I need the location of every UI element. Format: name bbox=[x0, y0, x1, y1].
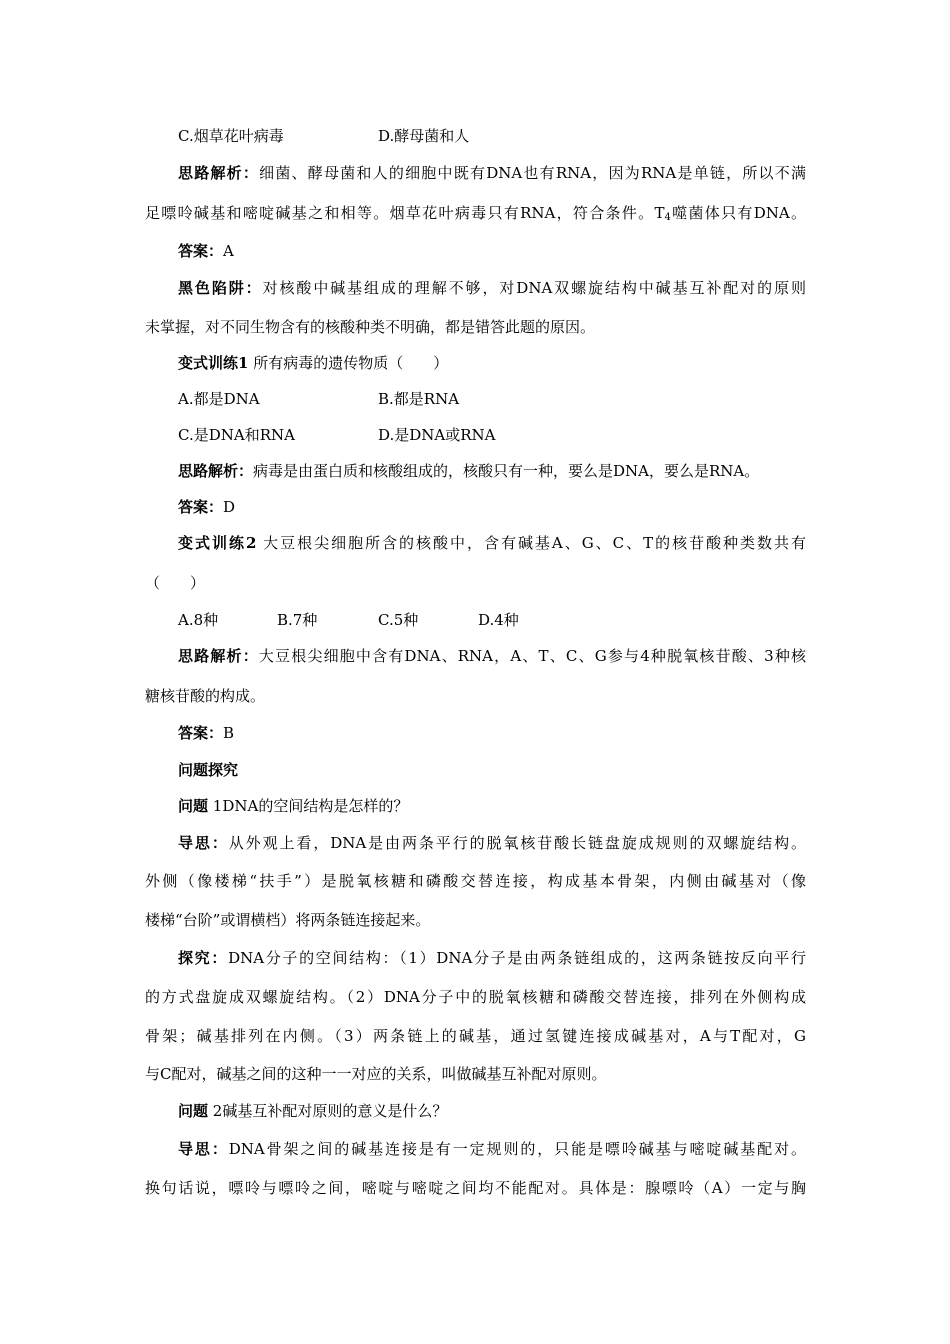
guide-1-line-1 bbox=[178, 833, 806, 853]
option-b-text: B.7种 bbox=[277, 611, 318, 629]
inquiry-text: 与C配对，碱基之间的这种一一对应的关系，叫做碱基互补配对原则。 bbox=[145, 1065, 607, 1083]
answer-value: D bbox=[223, 498, 236, 516]
guide-text: 换句话说，嘌呤与嘌呤之间，嘧啶与嘧啶之间均不能配对。具体是：腺嘌呤（A）一定与胸 bbox=[145, 1179, 806, 1197]
section-heading-text: 问题探究 bbox=[178, 761, 239, 779]
trap-line-1 bbox=[178, 278, 806, 298]
guide-text: 楼梯“台阶”或谓横档）将两条链连接起来。 bbox=[145, 911, 431, 929]
analysis-text: 噬菌体只有DNA。 bbox=[670, 204, 806, 222]
answer-label: 答案： bbox=[178, 724, 224, 742]
analysis-text: 病毒是由蛋白质和核酸组成的，核酸只有一种，要么是DNA，要么是RNA。 bbox=[253, 462, 760, 480]
option-a-text: A.都是DNA bbox=[178, 390, 260, 408]
variant-2-option-b bbox=[277, 610, 317, 630]
guide-text: DNA骨架之间的碱基连接是有一定规则的，只能是嘌呤碱基与嘧啶碱基配对。 bbox=[228, 1140, 806, 1158]
variant-1-question bbox=[178, 353, 448, 373]
variant-2-analysis-2 bbox=[145, 686, 265, 706]
question-label: 问题 bbox=[178, 797, 209, 815]
inquiry-text: DNA分子的空间结构：（1）DNA分子是由两条链组成的，这两条链按反向平行 bbox=[228, 949, 806, 967]
question-2 bbox=[178, 1101, 447, 1121]
inquiry-text: 骨架；碱基排列在内侧。（3）两条链上的碱基，通过氢键连接成碱基对，A与T配对，G bbox=[145, 1027, 806, 1045]
option-c-text: C.5种 bbox=[378, 611, 419, 629]
variant-1-option-b bbox=[378, 389, 459, 409]
trap-line-2 bbox=[145, 317, 595, 337]
analysis-label: 思路解析： bbox=[178, 647, 259, 665]
variant-1-option-a bbox=[178, 389, 260, 409]
guide-2-line-1 bbox=[178, 1139, 806, 1159]
variant-2-option-d bbox=[478, 610, 519, 630]
answer-label: 答案： bbox=[178, 242, 224, 260]
variant-2-analysis-1 bbox=[178, 646, 806, 666]
option-b-text: B.都是RNA bbox=[378, 390, 460, 408]
question-text: 1DNA的空间结构是怎样的？ bbox=[212, 797, 409, 815]
question-1 bbox=[178, 796, 408, 816]
variant-2-option-c bbox=[378, 610, 418, 630]
option-d-text: D.4种 bbox=[478, 611, 519, 629]
answer-value: A bbox=[223, 242, 234, 260]
option-c-text: C.是DNA和RNA bbox=[178, 426, 295, 444]
inquiry-line-2 bbox=[145, 987, 806, 1007]
guide-text: 外侧（像楼梯“扶手”）是脱氧核糖和磷酸交替连接，构成基本骨架，内侧由碱基对（像 bbox=[145, 872, 806, 890]
inquiry-line-3 bbox=[145, 1026, 806, 1046]
option-d-text: D.是DNA或RNA bbox=[378, 426, 496, 444]
guide-1-line-3 bbox=[145, 910, 430, 930]
trap-text: 对核酸中碱基组成的理解不够，对DNA双螺旋结构中碱基互补配对的原则 bbox=[262, 279, 806, 297]
subscript: 4 bbox=[664, 212, 671, 223]
variant-1-label: 变式训练1 bbox=[178, 354, 249, 372]
option-d bbox=[378, 126, 469, 146]
guide-2-line-2 bbox=[145, 1178, 806, 1198]
analysis-line-2 bbox=[145, 203, 806, 223]
variant-1-text: 所有病毒的遗传物质（ ） bbox=[253, 354, 449, 372]
answer-value: B bbox=[223, 724, 235, 742]
inquiry-line-1 bbox=[178, 948, 806, 968]
guide-label: 导思： bbox=[178, 1140, 229, 1158]
option-c bbox=[178, 126, 284, 146]
guide-text: 从外观上看，DNA是由两条平行的脱氧核苷酸长链盘旋成规则的双螺旋结构。 bbox=[228, 834, 806, 852]
variant-2-question bbox=[178, 533, 806, 553]
option-a-text: A.8种 bbox=[178, 611, 219, 629]
analysis-text: 细菌、酵母菌和人的细胞中既有DNA也有RNA，因为RNA是单链，所以不满 bbox=[259, 164, 806, 182]
inquiry-text: 的方式盘旋成双螺旋结构。（2）DNA分子中的脱氧核糖和磷酸交替连接，排列在外侧构成 bbox=[145, 988, 806, 1006]
variant-1-analysis bbox=[178, 461, 759, 481]
variant-2-paren bbox=[145, 573, 205, 593]
analysis-text: 大豆根尖细胞中含有DNA、RNA，A、T、C、G参与4种脱氧核苷酸、3种核 bbox=[258, 647, 806, 665]
variant-1-option-c bbox=[178, 425, 295, 445]
question-label: 问题 bbox=[178, 1102, 209, 1120]
guide-label: 导思： bbox=[178, 834, 229, 852]
analysis-label: 思路解析： bbox=[178, 164, 260, 182]
analysis-text: 糖核苷酸的构成。 bbox=[145, 687, 266, 705]
variant-1-answer bbox=[178, 497, 235, 517]
answer-label: 答案： bbox=[178, 498, 224, 516]
analysis-text: 足嘌呤碱基和嘧啶碱基之和相等。烟草花叶病毒只有RNA，符合条件。T bbox=[145, 204, 665, 222]
trap-text: 未掌握，对不同生物含有的核酸种类不明确，都是错答此题的原因。 bbox=[145, 318, 596, 336]
guide-1-line-2 bbox=[145, 871, 806, 891]
option-c-text: C.烟草花叶病毒 bbox=[178, 127, 284, 145]
section-heading bbox=[178, 760, 238, 780]
inquiry-label: 探究： bbox=[178, 949, 229, 967]
variant-1-option-d bbox=[378, 425, 496, 445]
analysis-line-1 bbox=[178, 163, 806, 183]
answer-line bbox=[178, 241, 234, 261]
inquiry-line-4 bbox=[145, 1064, 606, 1084]
variant-2-label: 变式训练2 bbox=[178, 534, 257, 552]
variant-2-option-a bbox=[178, 610, 218, 630]
option-d-text: D.酵母菌和人 bbox=[378, 127, 470, 145]
trap-label: 黑色陷阱： bbox=[178, 279, 263, 297]
answer-blank: （ ） bbox=[145, 574, 206, 592]
analysis-label: 思路解析： bbox=[178, 462, 254, 480]
variant-2-text: 大豆根尖细胞所含的核酸中，含有碱基A、G、C、T的核苷酸种类数共有 bbox=[263, 534, 806, 552]
question-text: 2碱基互补配对原则的意义是什么？ bbox=[212, 1102, 448, 1120]
variant-2-answer bbox=[178, 723, 234, 743]
